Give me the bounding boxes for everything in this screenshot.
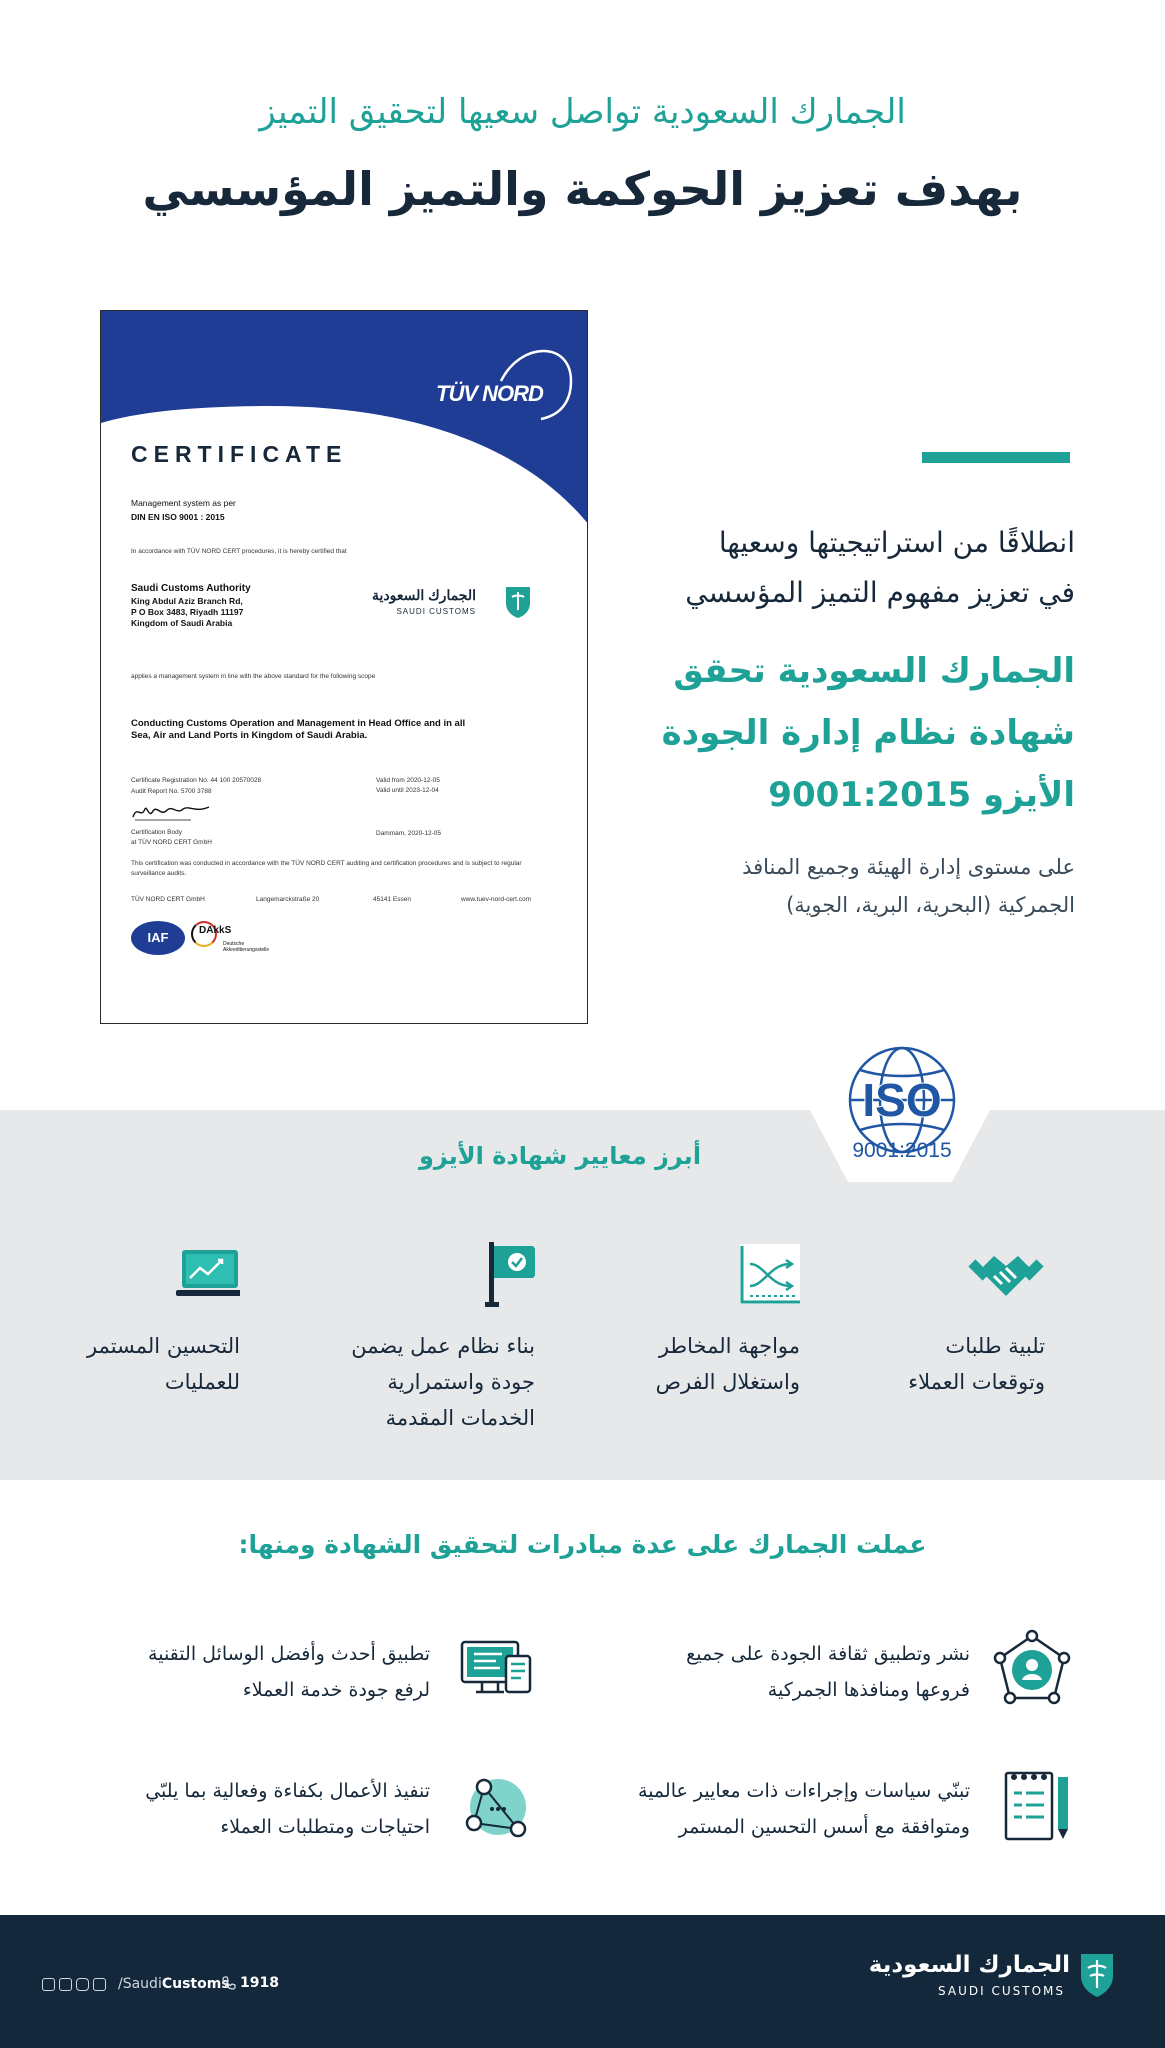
- cert-org-name: Saudi Customs Authority: [131, 583, 251, 594]
- achievement-line-2: شهادة نظام إدارة الجودة: [661, 713, 1075, 753]
- cert-note: This certification was conducted in accordance with the TÜV NORD CERT auditing and certification procedures and is subject to regular surveillance audits.: [131, 860, 522, 877]
- initiative-text: [20, 1773, 430, 1845]
- standard-label-1: التحسين المستمر: [86, 1334, 240, 1358]
- footer-social: [42, 1974, 230, 1994]
- footer-logo-en: SAUDI CUSTOMS: [938, 1984, 1065, 1998]
- iso-badge-version: 9001:2015: [852, 1139, 952, 1162]
- cert-customs-logo-en: SAUDI CUSTOMS: [396, 607, 476, 616]
- standards-title: أبرز معايير شهادة الأيزو: [418, 1142, 702, 1170]
- standard-label-2: وتوقعات العملاء: [908, 1370, 1045, 1394]
- intro-line-2: في تعزيز مفهوم التميز المؤسسي: [685, 576, 1075, 609]
- cert-body-2: at TÜV NORD CERT GmbH: [131, 839, 212, 846]
- instagram-icon[interactable]: [76, 1978, 89, 1991]
- initiative-line-2: ومتوافقة مع أسس التحسين المستمر: [678, 1816, 970, 1838]
- signature-icon: [131, 801, 211, 823]
- cert-footer-web: www.tuev-nord-cert.com: [461, 896, 532, 903]
- initiative-text: [20, 1636, 430, 1708]
- standard-label-2: للعمليات: [164, 1370, 240, 1394]
- intro-line-1: انطلاقًا من استراتيجيتها وسعيها: [718, 526, 1075, 559]
- intro-text: [620, 518, 1075, 618]
- iso-badge-name: ISO: [862, 1074, 942, 1126]
- cert-org-address-1: King Abdul Aziz Branch Rd,: [131, 596, 243, 606]
- twitter-icon[interactable]: [59, 1978, 72, 1991]
- achievement-line-3: الأيزو 9001:2015: [768, 775, 1075, 815]
- tuv-nord-logo: TÜV NORD: [436, 381, 543, 406]
- customs-emblem-icon: [1078, 1950, 1116, 1998]
- cert-org-address-3: Kingdom of Saudi Arabia: [131, 618, 233, 628]
- certificate-heading: CERTIFICATE: [131, 441, 348, 467]
- iaf-logo: IAF: [131, 921, 185, 955]
- initiative-item: [560, 1628, 1080, 1718]
- standard-item: [560, 1240, 800, 1400]
- customs-emblem-icon: [504, 583, 532, 619]
- cert-footer-company: TÜV NORD CERT GmbH: [131, 896, 205, 903]
- phone-number[interactable]: 1918: [240, 1975, 279, 1991]
- cert-audit-no: Audit Report No. 5700 3788: [131, 788, 212, 795]
- devices-icon: [456, 1628, 540, 1712]
- standard-label-2: جودة واستمرارية: [387, 1370, 535, 1394]
- flag-check-icon: [295, 1240, 535, 1310]
- initiative-item: [20, 1628, 540, 1718]
- scope-line-2: الجمركية (البحرية، البرية، الجوية): [786, 893, 1075, 917]
- initiative-line-2: فروعها ومنافذها الجمركية: [767, 1679, 970, 1701]
- standard-item: [805, 1240, 1045, 1400]
- cert-footer-city: 45141 Essen: [373, 896, 411, 903]
- initiative-line-1: تطبيق أحدث وأفضل الوسائل التقنية: [148, 1643, 430, 1665]
- initiative-line-1: نشر وتطبيق ثقافة الجودة على جميع: [686, 1643, 970, 1665]
- linkedin-icon[interactable]: [93, 1978, 106, 1991]
- standard-item: [0, 1240, 240, 1400]
- initiative-item: [20, 1765, 540, 1855]
- standard-label-1: مواجهة المخاطر: [658, 1334, 800, 1358]
- phone-icon: [222, 1976, 236, 1990]
- standard-label-1: بناء نظام عمل يضمن: [351, 1334, 535, 1358]
- initiative-text: [560, 1636, 970, 1708]
- standard-label-3: الخدمات المقدمة: [385, 1406, 535, 1430]
- iso-certificate: [100, 310, 588, 1024]
- standard-item: [295, 1240, 535, 1436]
- initiative-item: [560, 1765, 1080, 1855]
- footer-logo-ar: الجمارك السعودية: [868, 1952, 1070, 1978]
- facebook-icon[interactable]: [42, 1978, 55, 1991]
- initiative-line-2: لرفع جودة خدمة العملاء: [242, 1679, 430, 1701]
- connected-nodes-icon: [456, 1765, 540, 1849]
- scope-line-1: على مستوى إدارة الهيئة وجميع المنافذ: [742, 855, 1075, 879]
- social-handle-bold: Customs: [161, 1976, 230, 1992]
- cert-org-address-2: P O Box 3483, Riyadh 11197: [131, 607, 244, 617]
- handshake-icon: [805, 1240, 1045, 1310]
- cert-body: Certification Body: [131, 829, 182, 836]
- achievement-line-1: الجمارك السعودية تحقق: [673, 651, 1075, 691]
- accent-bar: [922, 452, 1070, 463]
- cert-standard: DIN EN ISO 9001 : 2015: [131, 512, 225, 522]
- initiative-line-2: احتياجات ومتطلبات العملاء: [220, 1816, 430, 1838]
- social-handle[interactable]: [118, 1976, 230, 1992]
- cert-scope-1: Conducting Customs Operation and Management in Head Office and in all: [131, 718, 466, 729]
- dakks-logo: DAkkS: [199, 925, 232, 936]
- page-subtitle: الجمارك السعودية تواصل سعيها لتحقيق التميز: [259, 92, 906, 132]
- cert-customs-logo-ar: الجمارك السعودية: [371, 587, 476, 603]
- cert-reg-no: Certificate Registration No. 44 100 20570028: [131, 777, 262, 784]
- cert-footer-street: Langemarckstraße 20: [256, 896, 320, 903]
- standard-label-1: تلبية طلبات: [945, 1334, 1045, 1358]
- page-title: بهدف تعزيز الحوكمة والتميز المؤسسي: [142, 162, 1023, 216]
- initiative-text: [560, 1773, 970, 1845]
- risk-chart-icon: [560, 1240, 800, 1310]
- initiative-line-1: تبنّي سياسات وإجراءات ذات معايير عالمية: [638, 1780, 970, 1802]
- network-person-icon: [990, 1628, 1074, 1712]
- document-pen-icon: [996, 1765, 1080, 1849]
- cert-system-label: Management system as per: [131, 498, 236, 508]
- iso-badge: [810, 1030, 990, 1182]
- cert-accordance: In accordance with TÜV NORD CERT procedures, it is hereby certified that: [131, 548, 347, 555]
- initiatives-title: عملت الجمارك على عدة مبادرات لتحقيق الشهادة ومنها:: [238, 1530, 927, 1559]
- initiative-line-1: تنفيذ الأعمال بكفاءة وفعالية بما يلبّي: [145, 1780, 430, 1802]
- standard-label-2: واستغلال الفرص: [655, 1370, 800, 1394]
- cert-applies: applies a management system in line with the above standard for the following scope: [131, 673, 376, 680]
- cert-valid-until: Valid until 2023-12-04: [376, 787, 439, 794]
- laptop-growth-icon: [0, 1240, 240, 1310]
- cert-valid-from: Valid from 2020-12-05: [376, 777, 440, 784]
- dakks-sub: Deutsche Akkreditierungsstelle: [223, 941, 270, 953]
- cert-scope-2: Sea, Air and Land Ports in Kingdom of Saudi Arabia.: [131, 730, 368, 741]
- cert-place-date: Dammam, 2020-12-05: [376, 830, 442, 837]
- social-handle-prefix: /Saudi: [118, 1976, 162, 1992]
- achievement-heading: [620, 640, 1075, 826]
- scope-text: [620, 848, 1075, 924]
